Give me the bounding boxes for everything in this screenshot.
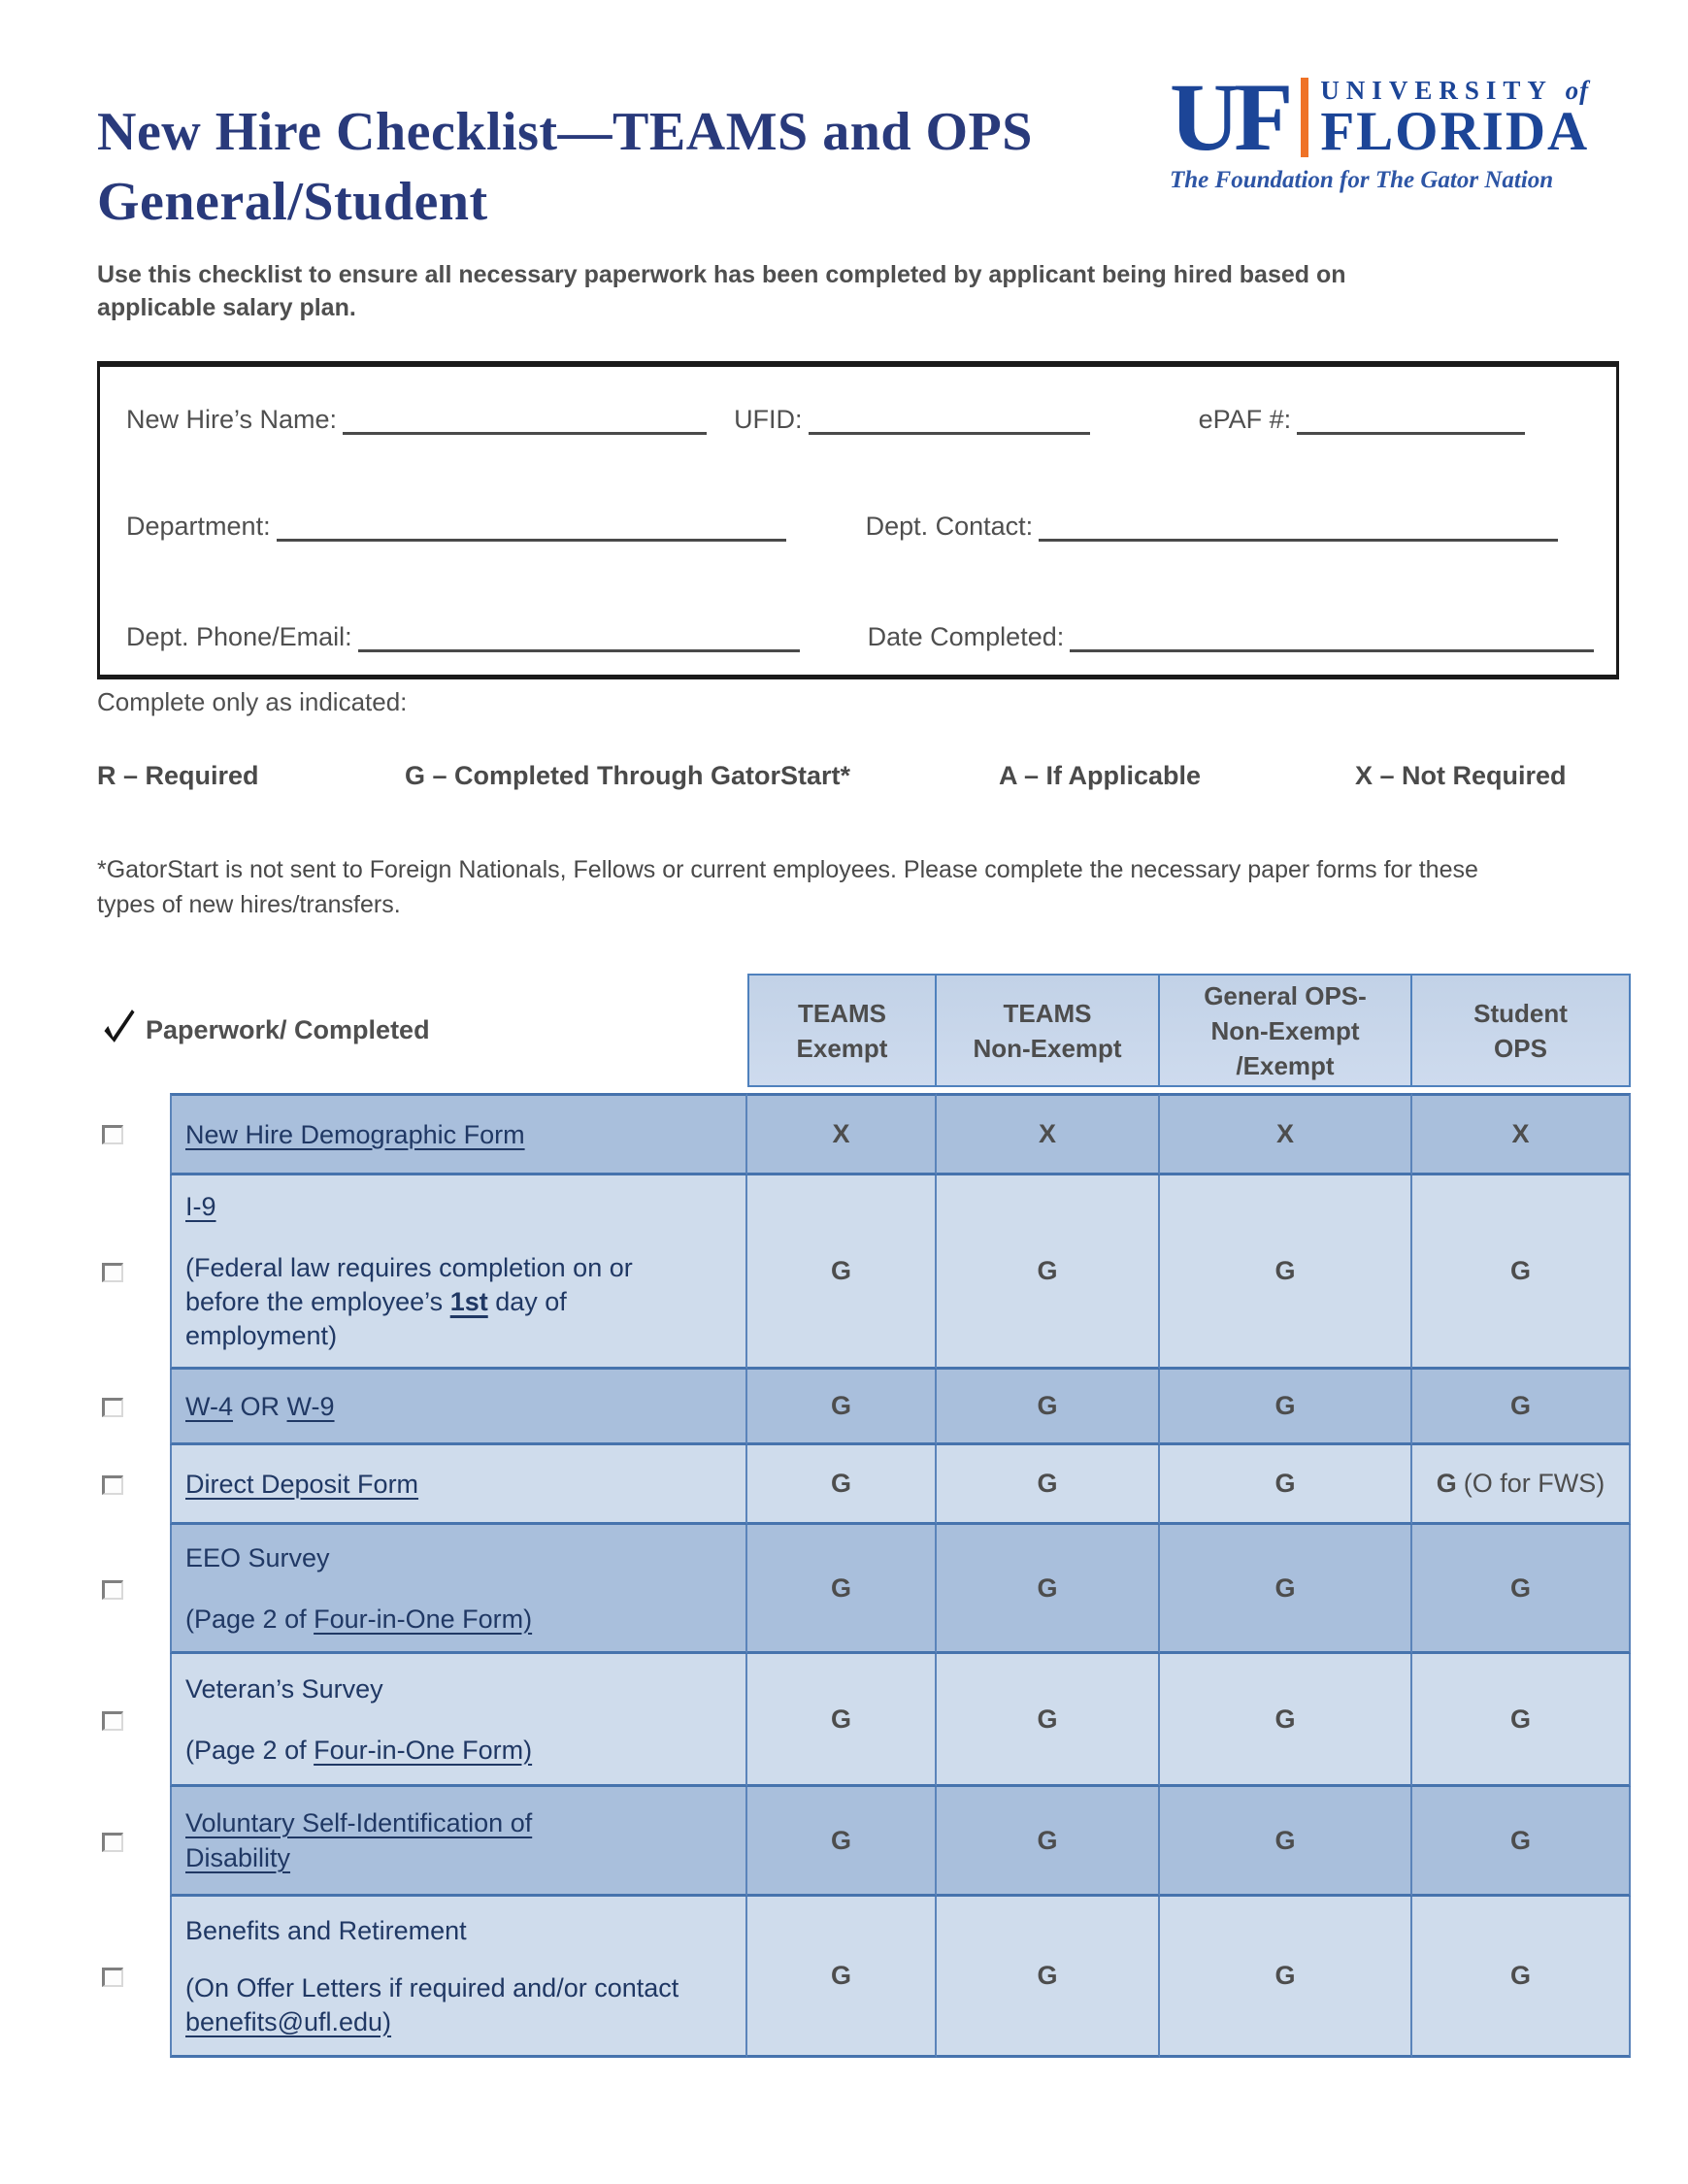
grade-cell: G <box>1160 1175 1412 1370</box>
paperwork-completed-header: Paperwork/ Completed <box>146 1015 430 1044</box>
grade-cell: G <box>937 1175 1160 1370</box>
direct-deposit-link[interactable]: Direct Deposit Form <box>185 1469 419 1499</box>
grade-cell: X <box>1412 1093 1631 1175</box>
table-row-benefits <box>97 1897 1631 2058</box>
table-row-demographic-form <box>97 1093 1631 1175</box>
corner-header-cell <box>97 974 747 1087</box>
logo-university-text: UNIVERSITY of <box>1320 76 1590 105</box>
row-checkbox[interactable] <box>102 1711 123 1731</box>
w9-link[interactable]: W-9 <box>286 1391 335 1421</box>
logo-orange-bar <box>1301 78 1308 157</box>
legend-if-applicable: A – If Applicable <box>999 761 1202 790</box>
grade-cell: G <box>1160 1897 1412 2058</box>
logo-wordmark <box>1320 76 1590 162</box>
four-in-one-form-link[interactable]: Four-in-One Form) <box>314 1604 533 1634</box>
row-label-cell <box>170 1093 747 1175</box>
legend-row <box>97 761 1611 800</box>
i9-note: (Federal law requires completion on or before the employee’s 1st day of employment) <box>185 1253 633 1350</box>
checkbox-cell <box>97 1525 170 1654</box>
grade-cell: X <box>747 1093 937 1175</box>
disability-link[interactable]: Voluntary Self-Identification of Disability <box>185 1808 533 1872</box>
name-label: New Hire’s Name: <box>126 405 338 434</box>
legend-not-required: X – Not Required <box>1355 761 1567 790</box>
table-row-disability <box>97 1787 1631 1897</box>
checkbox-cell <box>97 1787 170 1897</box>
grade-cell: G <box>1412 1897 1631 2058</box>
info-box-row-3 <box>126 621 1597 652</box>
checkbox-cell <box>97 1175 170 1370</box>
demographic-form-link[interactable]: New Hire Demographic Form <box>185 1119 525 1149</box>
grade-cell: G <box>937 1897 1160 2058</box>
table-row-direct-deposit <box>97 1445 1631 1525</box>
logo-florida-text: FLORIDA <box>1320 101 1590 162</box>
uf-logo <box>1170 63 1616 194</box>
checklist-table <box>97 974 1631 2058</box>
checkbox-cell <box>97 1093 170 1175</box>
grade-cell: G <box>1412 1370 1631 1445</box>
grade-cell: G <box>747 1787 937 1897</box>
department-label: Department: <box>126 512 271 541</box>
grade-cell: G <box>1412 1525 1631 1654</box>
veterans-survey-title: Veteran’s Survey <box>185 1673 383 1704</box>
dept-contact-line <box>1039 511 1558 542</box>
page-title-line1: New Hire Checklist—TEAMS and OPS <box>97 102 1033 162</box>
fws-note: (O for FWS) <box>1463 1469 1605 1498</box>
row-label-cell <box>170 1175 747 1370</box>
grade-cell: G <box>1160 1370 1412 1445</box>
dept-contact-label: Dept. Contact: <box>865 512 1034 541</box>
grade-cell: G <box>1160 1654 1412 1787</box>
row-label-cell <box>170 1445 747 1525</box>
info-box-row-1 <box>126 404 1597 435</box>
row-label-cell: W-4 OR W-9 <box>170 1370 747 1445</box>
date-completed-line <box>1070 621 1594 652</box>
i9-link[interactable]: I-9 <box>185 1192 216 1221</box>
page-title-line2: General/Student <box>97 172 488 232</box>
grade-cell: G <box>937 1525 1160 1654</box>
name-line <box>343 404 707 435</box>
veterans-survey-note: (Page 2 of Four-in-One Form) <box>185 1735 533 1765</box>
row-label-cell <box>170 1787 747 1897</box>
dept-phone-line <box>358 621 800 652</box>
column-header-general-ops: General OPS- Non-Exempt /Exempt <box>1160 974 1412 1087</box>
row-checkbox[interactable] <box>102 1580 123 1600</box>
grade-cell: G <box>1160 1445 1412 1525</box>
table-row-veterans-survey <box>97 1654 1631 1787</box>
row-checkbox[interactable] <box>102 1125 123 1144</box>
uf-monogram: UF <box>1170 63 1288 171</box>
table-row-w4-w9 <box>97 1370 1631 1445</box>
eeo-survey-title: EEO Survey <box>185 1542 330 1572</box>
epaf-label: ePAF #: <box>1198 405 1292 434</box>
grade-cell: G <box>1412 1654 1631 1787</box>
grade-cell: G <box>747 1654 937 1787</box>
complete-note: Complete only as indicated: <box>97 687 408 716</box>
legend-gatorstart: G – Completed Through GatorStart* <box>405 761 851 790</box>
grade-cell: G <box>1160 1787 1412 1897</box>
i9-1st-emphasis: 1st <box>449 1287 488 1316</box>
row-checkbox[interactable] <box>102 1968 123 1987</box>
table-body <box>97 1093 1631 2058</box>
benefits-note: (On Offer Letters if required and/or contact benefits@ufl.edu) <box>185 1972 679 2036</box>
row-label-cell <box>170 1897 747 2058</box>
dept-phone-label: Dept. Phone/Email: <box>126 622 352 651</box>
row-checkbox[interactable] <box>102 1263 123 1282</box>
checkmark-icon <box>99 1005 140 1047</box>
grade-cell: G <box>1412 1787 1631 1897</box>
ufid-line <box>809 404 1090 435</box>
grade-cell: G <box>937 1370 1160 1445</box>
grade-cell: G <box>1412 1175 1631 1370</box>
grade-cell: G <box>937 1445 1160 1525</box>
grade-cell: G (O for FWS) <box>1412 1445 1631 1525</box>
grade-cell: G <box>747 1370 937 1445</box>
column-header-teams-exempt: TEAMS Exempt <box>747 974 937 1087</box>
table-row-i9 <box>97 1175 1631 1370</box>
department-line <box>277 511 786 542</box>
grade-cell: G <box>747 1445 937 1525</box>
new-hire-info-box <box>97 361 1619 679</box>
legend-required: R – Required <box>97 761 259 790</box>
column-header-teams-non-exempt: TEAMS Non-Exempt <box>937 974 1160 1087</box>
uf-logo-lockup <box>1170 63 1616 171</box>
page-title <box>97 97 1033 237</box>
benefits-title: Benefits and Retirement <box>185 1915 467 1945</box>
gatorstart-footnote: *GatorStart is not sent to Foreign Nationals, Fellows or current employees. Please complete the necessary paper forms for these types of new hires/transfers. <box>97 856 1478 918</box>
grade-cell: X <box>1160 1093 1412 1175</box>
checkbox-cell <box>97 1897 170 2058</box>
checkbox-cell <box>97 1445 170 1525</box>
ufid-label: UFID: <box>734 405 803 434</box>
grade-cell: G <box>937 1654 1160 1787</box>
logo-tagline: The Foundation for The Gator Nation <box>1170 167 1554 193</box>
benefits-email-link[interactable]: benefits@ufl.edu) <box>185 2006 392 2036</box>
eeo-survey-note: (Page 2 of Four-in-One Form) <box>185 1604 533 1634</box>
table-row-eeo-survey <box>97 1525 1631 1654</box>
info-box-row-2 <box>126 511 1597 542</box>
column-header-student-ops: Student OPS <box>1412 974 1631 1087</box>
grade-cell: G <box>1160 1525 1412 1654</box>
table-header-row <box>97 974 1631 1087</box>
grade-cell: X <box>937 1093 1160 1175</box>
grade-cell: G <box>747 1525 937 1654</box>
grade-cell: G <box>747 1897 937 2058</box>
w4-link[interactable]: W-4 <box>185 1391 234 1421</box>
four-in-one-form-link[interactable]: Four-in-One Form) <box>314 1735 533 1765</box>
checkbox-cell <box>97 1654 170 1787</box>
intro-paragraph: Use this checklist to ensure all necessary paperwork has been completed by applicant being hired based on applicable salary plan. <box>97 261 1346 321</box>
checkbox-cell <box>97 1370 170 1445</box>
logo-of-text: of <box>1565 76 1590 105</box>
epaf-line <box>1297 404 1525 435</box>
grade-cell: G <box>747 1175 937 1370</box>
grade-cell: G <box>937 1787 1160 1897</box>
row-checkbox[interactable] <box>102 1398 123 1417</box>
row-label-cell <box>170 1654 747 1787</box>
row-label-cell <box>170 1525 747 1654</box>
row-checkbox[interactable] <box>102 1833 123 1852</box>
row-checkbox[interactable] <box>102 1475 123 1495</box>
date-completed-label: Date Completed: <box>867 622 1065 651</box>
